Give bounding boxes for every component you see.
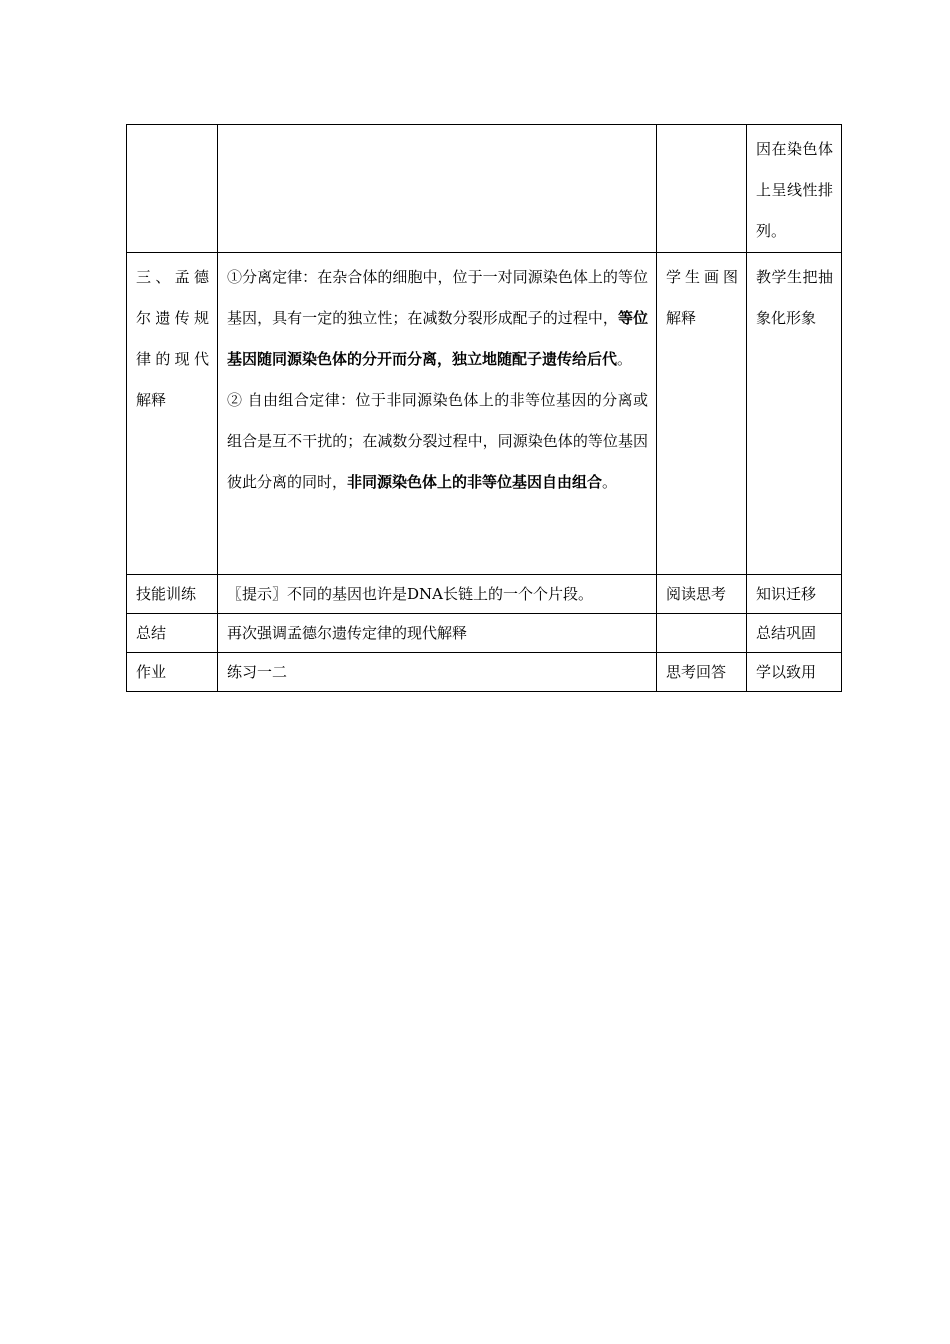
student-activity-cell: 阅读思考 <box>657 575 747 614</box>
content-cell: 再次强调孟德尔遗传定律的现代解释 <box>218 614 657 653</box>
purpose-cell: 教学生把抽象化形象 <box>747 253 842 575</box>
independent-assortment-emphasis: 非同源染色体上的非等位基因自由组合 <box>347 473 603 491</box>
segregation-law-emphasis: 等位基因随同源染色体的分开而分离，独立地随配子遗传给后代 <box>227 309 648 368</box>
content-cell <box>218 125 657 253</box>
purpose-cell: 知识迁移 <box>747 575 842 614</box>
section-cell: 技能训练 <box>127 575 218 614</box>
student-activity-cell: 学生画图解释 <box>657 253 747 575</box>
table-row <box>127 125 842 253</box>
table-row <box>127 253 842 575</box>
lesson-plan-table <box>126 124 842 692</box>
segregation-law-end: 。 <box>617 350 633 368</box>
student-activity-cell <box>657 614 747 653</box>
independent-assortment-end: 。 <box>602 473 618 491</box>
segregation-law-text: ①分离定律：在杂合体的细胞中，位于一对同源染色体上的等位基因，具有一定的独立性；在减数分裂形成配子的过程中， <box>227 268 648 327</box>
section-cell: 总结 <box>127 614 218 653</box>
student-activity-cell: 思考回答 <box>657 653 747 692</box>
segregation-law-paragraph <box>227 257 648 380</box>
purpose-cell: 因在染色体上呈线性排列。 <box>747 125 842 253</box>
content-cell: 练习一二 <box>218 653 657 692</box>
purpose-cell: 学以致用 <box>747 653 842 692</box>
table-row <box>127 575 842 614</box>
table-row <box>127 653 842 692</box>
independent-assortment-paragraph <box>227 380 648 503</box>
section-cell: 三、孟德尔遗传规律的现代解释 <box>127 253 218 575</box>
content-cell: 〖提示〗不同的基因也许是DNA长链上的一个个片段。 <box>218 575 657 614</box>
section-cell: 作业 <box>127 653 218 692</box>
purpose-cell: 总结巩固 <box>747 614 842 653</box>
table-row <box>127 614 842 653</box>
content-cell <box>218 253 657 575</box>
section-cell <box>127 125 218 253</box>
student-activity-cell <box>657 125 747 253</box>
independent-assortment-text: ② 自由组合定律：位于非同源染色体上的非等位基因的分离或组合是互不干扰的；在减数分裂过程中，同源染色体的等位基因彼此分离的同时， <box>227 391 648 491</box>
